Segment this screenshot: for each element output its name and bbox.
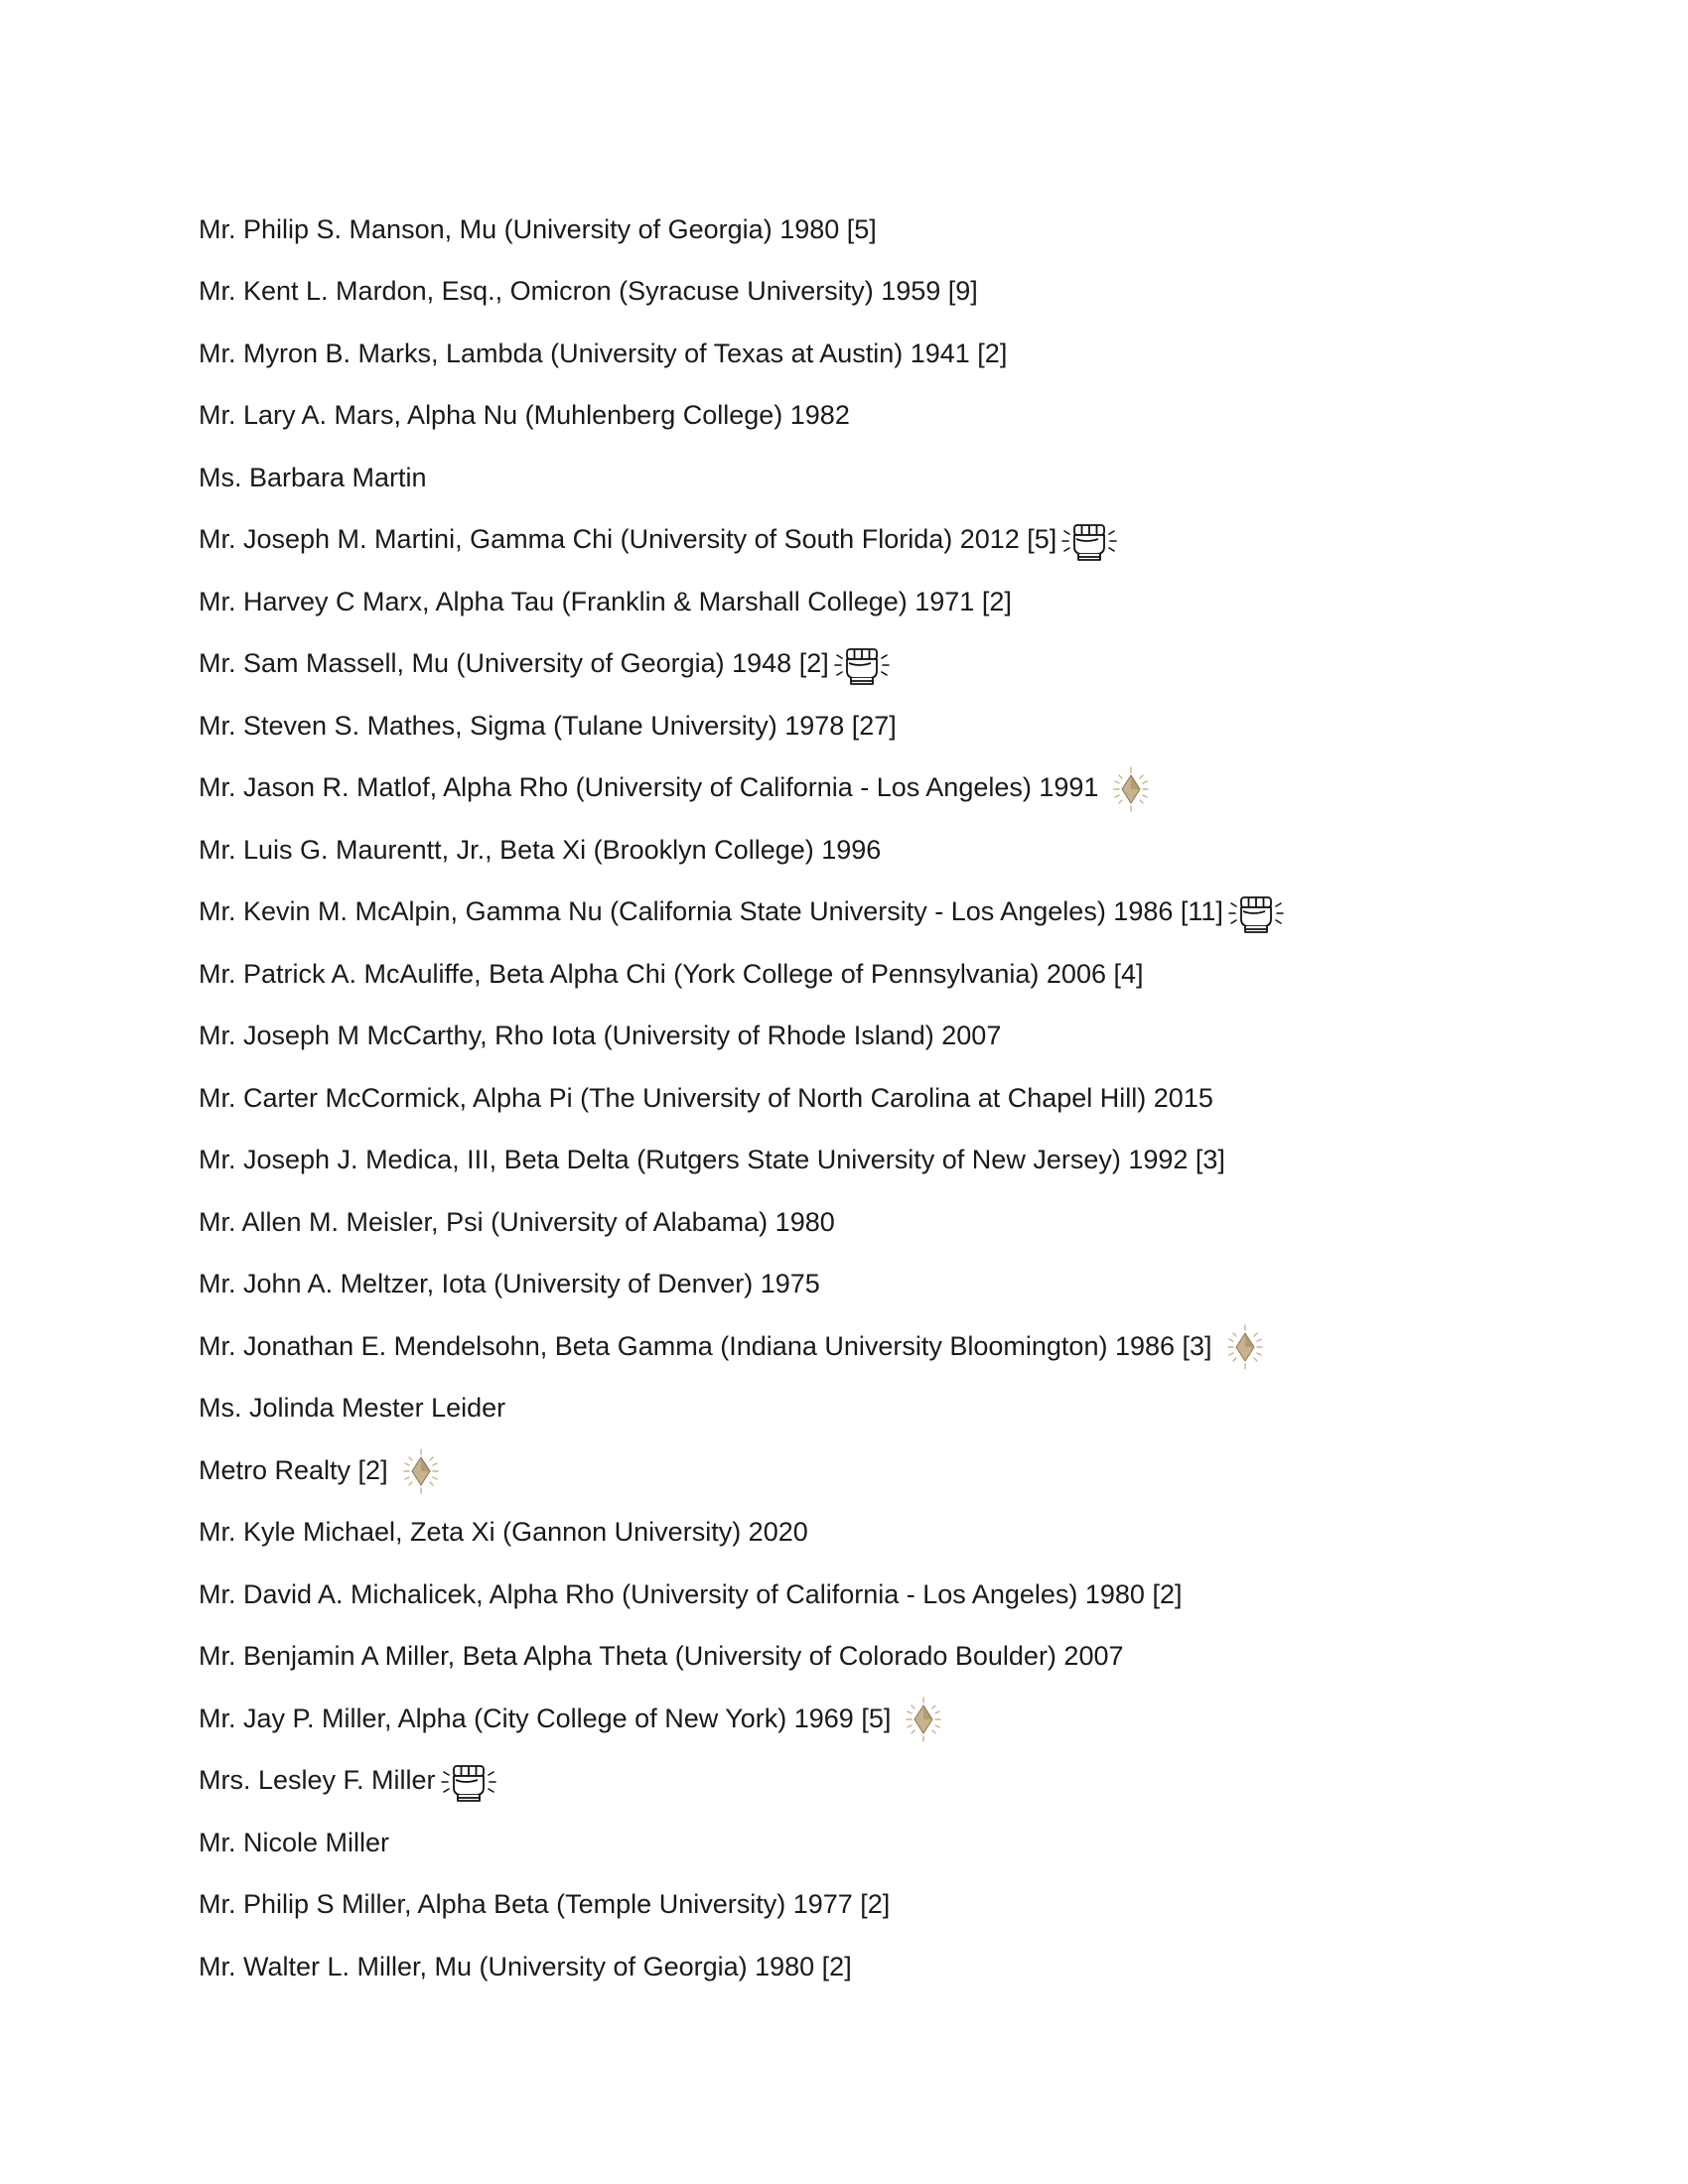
donor-name: Mr. Kyle Michael, Zeta Xi (Gannon University) 2020 <box>199 1517 808 1548</box>
donor-name: Mr. Jonathan E. Mendelsohn, Beta Gamma (Indiana University Bloomington) 1986 [3] <box>199 1330 1212 1361</box>
donor-entry <box>199 323 1489 385</box>
donor-entry <box>199 1130 1489 1192</box>
donor-entry <box>199 695 1489 757</box>
donor-entry <box>199 1315 1489 1378</box>
donor-name: Mr. Harvey C Marx, Alpha Tau (Franklin & Marshall College) 1971 [2] <box>199 586 1012 616</box>
donor-entry <box>199 1067 1489 1130</box>
donor-entry <box>199 1936 1489 1998</box>
donor-name: Mr. Carter McCormick, Alpha Pi (The University of North Carolina at Chapel Hill) 2015 <box>199 1082 1213 1113</box>
donor-entry <box>199 1502 1489 1565</box>
donor-name: Mr. Philip S Miller, Alpha Beta (Temple University) 1977 [2] <box>199 1889 891 1920</box>
diamond-icon <box>1214 1323 1276 1371</box>
donor-entry <box>199 882 1489 944</box>
donor-entry <box>199 819 1489 882</box>
donor-name: Mr. Kevin M. McAlpin, Gamma Nu (California State University - Los Angeles) 1986 [11] <box>199 896 1223 927</box>
donor-entry <box>199 1006 1489 1068</box>
donor-entry <box>199 633 1489 696</box>
donor-entry <box>199 261 1489 324</box>
donor-name: Mr. Joseph J. Medica, III, Beta Delta (Rutgers State University of New Jersey) 1992 [3] <box>199 1145 1225 1175</box>
donor-entry <box>199 1750 1489 1813</box>
donor-entry <box>199 509 1489 572</box>
raised-fist-icon <box>1058 517 1120 565</box>
donor-name: Mr. Walter L. Miller, Mu (University of Georgia) 1980 [2] <box>199 1951 852 1981</box>
diamond-icon <box>893 1696 954 1743</box>
donor-entry <box>199 199 1489 261</box>
donor-entry <box>199 1564 1489 1626</box>
raised-fist-icon <box>438 1758 499 1806</box>
donor-name: Mr. Patrick A. McAuliffe, Beta Alpha Chi (York College of Pennsylvania) 2006 [4] <box>199 958 1144 989</box>
donor-entry <box>199 1254 1489 1316</box>
donor-name: Ms. Barbara Martin <box>199 462 427 492</box>
donor-name: Mr. Nicole Miller <box>199 1827 390 1857</box>
donor-name: Mr. John A. Meltzer, Iota (University of Denver) 1975 <box>199 1269 820 1299</box>
donor-entry <box>199 1688 1489 1750</box>
donor-entry <box>199 447 1489 509</box>
donor-entry <box>199 1439 1489 1502</box>
donor-entry <box>199 1874 1489 1937</box>
donor-name: Mr. Allen M. Meisler, Psi (University of Alabama) 1980 <box>199 1206 835 1237</box>
donor-name: Mr. Jay P. Miller, Alpha (City College of New York) 1969 [5] <box>199 1703 892 1733</box>
donor-list <box>199 199 1489 1998</box>
donor-entry <box>199 757 1489 820</box>
donor-name: Mr. Jason R. Matlof, Alpha Rho (University of California - Los Angeles) 1991 <box>199 772 1099 803</box>
donor-name: Mr. Kent L. Mardon, Esq., Omicron (Syracuse University) 1959 [9] <box>199 276 978 307</box>
donor-name: Mr. David A. Michalicek, Alpha Rho (University of California - Los Angeles) 1980 [2] <box>199 1578 1183 1609</box>
donor-entry <box>199 571 1489 633</box>
raised-fist-icon <box>1225 889 1287 937</box>
raised-fist-icon <box>831 641 893 689</box>
donor-name: Mr. Philip S. Manson, Mu (University of Georgia) 1980 [5] <box>199 213 877 244</box>
donor-entry <box>199 1191 1489 1254</box>
donor-name: Mr. Joseph M McCarthy, Rho Iota (University of Rhode Island) 2007 <box>199 1021 1002 1051</box>
donor-name: Metro Realty [2] <box>199 1454 388 1485</box>
donor-name: Mrs. Lesley F. Miller <box>199 1765 436 1796</box>
diamond-icon <box>1100 765 1162 813</box>
donor-name: Mr. Joseph M. Martini, Gamma Chi (University of South Florida) 2012 [5] <box>199 524 1057 555</box>
donor-name: Mr. Steven S. Mathes, Sigma (Tulane University) 1978 [27] <box>199 710 897 741</box>
donor-entry <box>199 943 1489 1006</box>
donor-name: Mr. Sam Massell, Mu (University of Georgia) 1948 [2] <box>199 648 829 679</box>
donor-entry <box>199 1378 1489 1440</box>
donor-entry <box>199 385 1489 448</box>
diamond-icon <box>390 1447 452 1495</box>
donor-name: Ms. Jolinda Mester Leider <box>199 1393 506 1424</box>
donor-name: Mr. Lary A. Mars, Alpha Nu (Muhlenberg College) 1982 <box>199 400 850 431</box>
donor-entry <box>199 1812 1489 1874</box>
donor-name: Mr. Myron B. Marks, Lambda (University of Texas at Austin) 1941 [2] <box>199 338 1008 368</box>
donor-entry <box>199 1626 1489 1689</box>
donor-name: Mr. Luis G. Maurentt, Jr., Beta Xi (Brooklyn College) 1996 <box>199 834 882 865</box>
donor-name: Mr. Benjamin A Miller, Beta Alpha Theta (University of Colorado Boulder) 2007 <box>199 1641 1124 1672</box>
